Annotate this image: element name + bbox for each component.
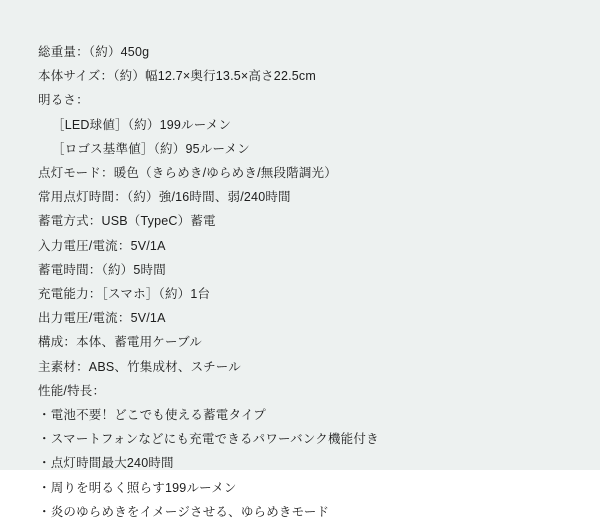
spec-line: ・電池不要！どこでも使える蓄電タイプ <box>38 408 266 423</box>
spec-line: ・炎のゆらめきをイメージさせる、ゆらめきモード <box>38 504 330 519</box>
spec-line: 充電能力：［スマホ］（約）1台 <box>38 287 211 302</box>
specification-list <box>38 40 584 524</box>
spec-line: 出力電圧/電流：5V/1A <box>38 311 166 326</box>
spec-line: 明るさ： <box>38 93 89 108</box>
spec-line: 入力電圧/電流：5V/1A <box>38 238 166 253</box>
spec-line: 蓄電方式：USB（TypeC）蓄電 <box>38 214 216 229</box>
spec-line: 常用点灯時間：（約）強/16時間、弱/240時間 <box>38 190 291 205</box>
spec-line: 総重量：（約）450g <box>38 45 150 59</box>
spec-line: 主素材：ABS、竹集成材、スチール <box>38 359 241 374</box>
spec-line: ・スマートフォンなどにも充電できるパワーバンク機能付き <box>38 432 379 447</box>
spec-line: 性能/特長： <box>38 383 106 398</box>
spec-line: 本体サイズ：（約）幅12.7×奥行13.5×高さ22.5cm <box>38 69 316 84</box>
spec-line: 点灯モード：暖色（きらめき/ゆらめき/無段階調光） <box>38 166 337 181</box>
spec-line: ［LED球値］（約）199ルーメン <box>52 117 232 132</box>
spec-line: 蓄電時間：（約）5時間 <box>38 262 166 277</box>
spec-line: ・周りを明るく照らす199ルーメン <box>38 480 237 495</box>
spec-line: ・点灯時間最大240時間 <box>38 456 174 471</box>
spec-line: ［ロゴス基準値］（約）95ルーメン <box>52 141 250 156</box>
spec-line: 構成：本体、蓄電用ケーブル <box>38 335 202 350</box>
